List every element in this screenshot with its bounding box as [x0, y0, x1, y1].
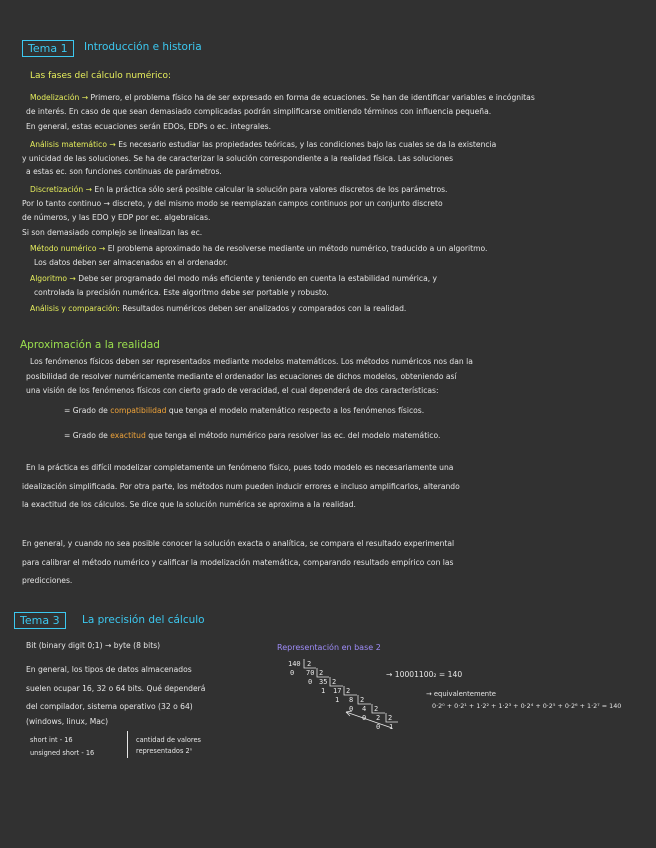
fase-line: En general, estas ecuaciones serán EDOs, EDPs o ec. integrales.	[26, 122, 271, 131]
remainder: 1	[321, 687, 326, 695]
remainder: 0	[376, 723, 381, 731]
dividend: 35	[319, 678, 328, 686]
divisor: 2	[319, 669, 324, 677]
remainder: 0	[308, 678, 313, 686]
fase-line: Debe ser programado del modo más eficiente y teniendo en cuenta la estabilidad numérica, y	[78, 274, 438, 283]
fase-key: Análisis y comparación:	[30, 304, 120, 313]
bit-byte-line: Bit (binary digit 0;1) → byte (8 bits)	[26, 641, 161, 650]
fase-key: Método numérico →	[30, 244, 106, 253]
divisor: 2	[307, 660, 312, 668]
keyword-exactitud: exactitud	[110, 431, 146, 440]
aprox-para1-line: En la práctica es difícil modelizar completamente un fenómeno físico, pues todo modelo es necesariamente una	[26, 463, 454, 472]
fase-key: Discretización →	[30, 185, 92, 194]
fase-key: Análisis matemático →	[30, 140, 116, 149]
division-bracket	[386, 713, 398, 722]
aprox-title: Aproximación a la realidad	[20, 339, 160, 351]
fase-line: de números, y las EDO y EDP por ec. algebraicas.	[22, 213, 211, 222]
division-bracket	[358, 695, 371, 704]
fase-line: El problema aproximado ha de resolverse mediante un método numérico, traducido a un algoritmo.	[107, 244, 488, 253]
division-bracket	[344, 686, 357, 695]
fase-line: Por lo tanto continuo → discreto, y del mismo modo se reemplazan campos continuos por un conjunto discreto	[22, 199, 443, 208]
aprox-para2-line: predicciones.	[22, 576, 73, 585]
dividend: 140	[288, 660, 301, 668]
fase-line: En la práctica sólo será posible calcular la solución para valores discretos de los parámetros.	[94, 185, 448, 194]
binary-result: → 10001100₂ = 140	[386, 670, 463, 679]
tema1-subtitle: Las fases del cálculo numérico:	[30, 71, 172, 81]
bullet-pre: = Grado de	[64, 431, 111, 440]
read-up-arrow	[346, 712, 392, 728]
tema1-title: Introducción e historia	[84, 41, 202, 53]
division-bracket	[317, 668, 329, 677]
tipos-line: del compilador, sistema operativo (32 o 64)	[26, 702, 193, 711]
division-bracket	[372, 704, 385, 713]
fase-line: a estas ec. son funciones continuas de parámetros.	[26, 167, 222, 176]
equivalent-label: → equivalentemente	[426, 690, 496, 698]
fase-line: de interés. En caso de que sean demasiado complicadas podrán simplificarse omitiendo términos con influencia pequeña.	[26, 107, 492, 116]
type-short-int: short int - 16	[30, 736, 73, 744]
divisor: 2	[346, 687, 351, 695]
keyword-compatibilidad: compatibilidad	[110, 406, 167, 415]
remainder: 0	[349, 705, 354, 713]
dividend: 1	[389, 723, 394, 731]
binary-expansion: 0·2⁰ + 0·2¹ + 1·2² + 1·2³ + 0·2⁴ + 0·2⁵ + 0·2⁶ + 1·2⁷ = 140	[432, 702, 622, 710]
tema3-box: Tema 3	[14, 612, 66, 629]
aprox-para2-line: En general, y cuando no sea posible conocer la solución exacta o analítica, se compara el resultado experimental	[22, 539, 455, 548]
fase-line: Es necesario estudiar las propiedades teóricas, y las condiciones bajo las cuales se da la existencia	[118, 140, 497, 149]
rep-title: Representación en base 2	[277, 643, 381, 652]
bullet-pre: = Grado de	[64, 406, 111, 415]
aprox-intro-line: posibilidad de resolver numéricamente mediante el ordenador las ecuaciones de dichos modelos, obteniendo así	[26, 372, 457, 381]
fase-key: Algoritmo →	[30, 274, 76, 283]
fase-line: controlada la precisión numérica. Este algoritmo debe ser portable y robusto.	[34, 288, 329, 297]
divisor: 2	[374, 705, 379, 713]
aprox-intro-line: Los fenómenos físicos deben ser representados mediante modelos matemáticos. Los métodos numéricos nos dan la	[30, 357, 473, 366]
dividend: 2	[376, 714, 381, 722]
remainder: 1	[335, 696, 340, 704]
fase-key: Modelización →	[30, 93, 89, 102]
dividend: 8	[349, 696, 354, 704]
tema3-title: La precisión del cálculo	[82, 614, 205, 626]
bullet-post: que tenga el método numérico para resolver las ec. del modelo matemático.	[145, 431, 441, 440]
aprox-para1-line: idealización simplificada. Por otra parte, los métodos num pueden inducir errores e incluso amplificarlos, alterando	[22, 482, 460, 491]
dividend: 4	[362, 705, 367, 713]
types-note: cantidad de valores	[136, 736, 201, 744]
fase-line: Primero, el problema físico ha de ser expresado en forma de ecuaciones. Se han de identificar variables e incógnitas	[90, 93, 535, 102]
fase-line: Si son demasiado complejo se linealizan las ec.	[22, 228, 203, 237]
remainder: 0	[290, 669, 295, 677]
tipos-line: (windows, linux, Mac)	[26, 717, 109, 726]
tipos-line: suelen ocupar 16, 32 o 64 bits. Qué dependerá	[26, 684, 206, 693]
fase-line: Resultados numéricos deben ser analizados y comparados con la realidad.	[122, 304, 407, 313]
remainder: 0	[362, 714, 367, 722]
fase-line: y unicidad de las soluciones. Se ha de caracterizar la solución correspondiente a la realidad física. Las soluciones	[22, 154, 454, 163]
aprox-intro-line: una visión de los fenómenos físicos con cierto grado de veracidad, el cual dependerá de dos características:	[26, 386, 439, 395]
dividend: 70	[306, 669, 315, 677]
divisor: 2	[388, 714, 393, 722]
bullet-post: que tenga el modelo matemático respecto a los fenómenos físicos.	[166, 406, 425, 415]
type-unsigned-short: unsigned short - 16	[30, 749, 95, 757]
aprox-para2-line: para calibrar el método numérico y calificar la modelización matemática, comparando resultado empírico con las	[22, 558, 454, 567]
tema1-box: Tema 1	[22, 40, 74, 57]
divisor: 2	[332, 678, 337, 686]
divisor: 2	[360, 696, 365, 704]
types-note: representados 2ⁿ	[136, 747, 193, 755]
dividend: 17	[333, 687, 342, 695]
tipos-line: En general, los tipos de datos almacenados	[26, 665, 192, 674]
fase-line: Los datos deben ser almacenados en el ordenador.	[34, 258, 228, 267]
aprox-para1-line: la exactitud de los cálculos. Se dice que la solución numérica se aproxima a la realidad.	[22, 500, 356, 509]
division-bracket	[304, 659, 316, 668]
division-bracket	[330, 677, 343, 686]
